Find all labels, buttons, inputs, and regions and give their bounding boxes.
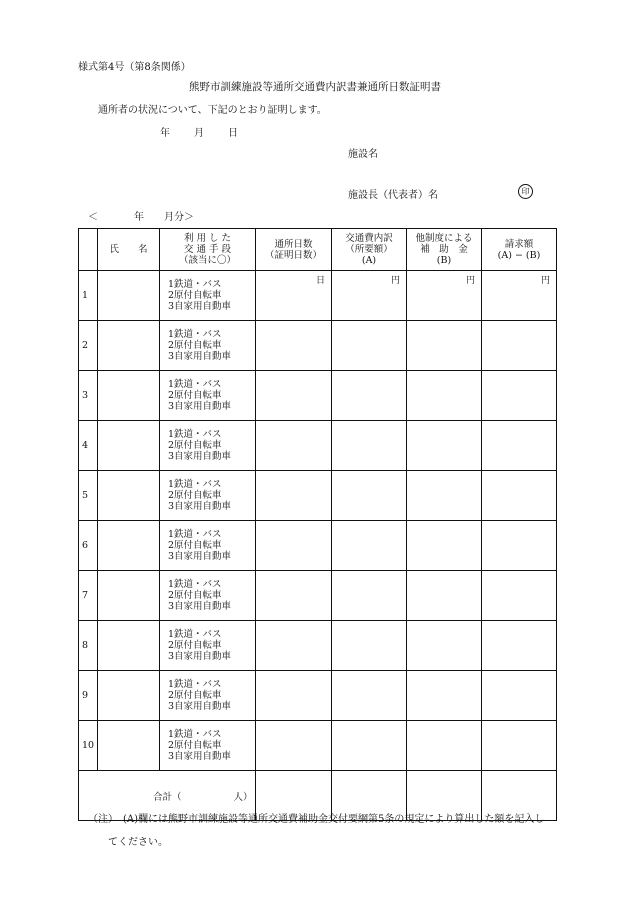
other-subsidy-cell[interactable]: [407, 321, 482, 371]
transport-option[interactable]: 3自家用自動車: [168, 751, 232, 762]
claim-cell[interactable]: [482, 321, 557, 371]
fare-cell[interactable]: [332, 371, 407, 421]
claim-cell[interactable]: [482, 421, 557, 471]
transport-option[interactable]: 2原付自転車: [168, 440, 222, 451]
name-cell[interactable]: [98, 321, 160, 371]
transport-option[interactable]: 2原付自転車: [168, 390, 222, 401]
name-cell[interactable]: [98, 421, 160, 471]
transport-options[interactable]: [160, 321, 256, 371]
transport-options[interactable]: [160, 421, 256, 471]
fare-cell[interactable]: [332, 471, 407, 521]
days-cell[interactable]: [256, 371, 332, 421]
days-cell[interactable]: [256, 721, 332, 771]
transport-option[interactable]: 2原付自転車: [168, 490, 222, 501]
transport-options[interactable]: [160, 621, 256, 671]
table-row: [79, 371, 557, 421]
fare-cell[interactable]: [332, 621, 407, 671]
header-claim-line1: 請求額: [504, 238, 534, 250]
fare-cell[interactable]: [332, 521, 407, 571]
transport-option[interactable]: 1鉄道・バス: [168, 579, 222, 590]
fare-cell[interactable]: [332, 571, 407, 621]
days-cell[interactable]: 日: [256, 271, 332, 321]
table-row: [79, 621, 557, 671]
name-cell[interactable]: [98, 471, 160, 521]
header-transport: [160, 229, 256, 271]
transport-option[interactable]: 2原付自転車: [168, 290, 222, 301]
row-number: 2: [79, 321, 98, 371]
transport-option[interactable]: 1鉄道・バス: [168, 679, 222, 690]
header-fare-line2: （所要額）: [345, 244, 393, 255]
header-days: [256, 229, 332, 271]
row-number: 5: [79, 471, 98, 521]
header-fare-line1: 交通費内訳: [345, 233, 393, 244]
date-day: 日: [228, 128, 238, 139]
name-cell[interactable]: [98, 521, 160, 571]
form-number: 様式第4号（第8条関係）: [78, 62, 191, 73]
days-cell[interactable]: [256, 571, 332, 621]
transport-option[interactable]: 1鉄道・バス: [168, 629, 222, 640]
transport-option[interactable]: 1鉄道・バス: [168, 529, 222, 540]
claim-cell[interactable]: [482, 471, 557, 521]
transport-options[interactable]: [160, 271, 256, 321]
table-row: [79, 721, 557, 771]
header-transport-line3: （該当に〇）: [178, 255, 236, 266]
other-subsidy-cell[interactable]: [407, 571, 482, 621]
transport-option[interactable]: 2原付自転車: [168, 340, 222, 351]
claim-cell[interactable]: [482, 671, 557, 721]
fare-cell[interactable]: [332, 321, 407, 371]
transport-options[interactable]: [160, 471, 256, 521]
header-days-line1: 通所日数: [274, 238, 313, 250]
other-subsidy-cell[interactable]: [407, 671, 482, 721]
transport-option[interactable]: 1鉄道・バス: [168, 329, 222, 340]
document-title: 熊野市訓練施設等通所交通費内訳書兼通所日数証明書: [189, 81, 441, 93]
header-claim: [482, 229, 557, 271]
other-subsidy-cell[interactable]: [407, 421, 482, 471]
row-number: 1: [79, 271, 98, 321]
transport-option[interactable]: 3自家用自動車: [168, 451, 232, 462]
transport-option[interactable]: 3自家用自動車: [168, 401, 232, 412]
table-row: [79, 521, 557, 571]
transport-options[interactable]: [160, 371, 256, 421]
table-row: [79, 671, 557, 721]
days-cell[interactable]: [256, 321, 332, 371]
days-cell[interactable]: [256, 621, 332, 671]
transport-option[interactable]: 3自家用自動車: [168, 651, 232, 662]
days-cell[interactable]: [256, 421, 332, 471]
table-row: [79, 271, 557, 321]
row-number: 7: [79, 571, 98, 621]
row-number: 4: [79, 421, 98, 471]
header-other-line2: 補 助 金: [420, 244, 468, 255]
days-cell[interactable]: [256, 471, 332, 521]
total-label: 合計（: [153, 791, 182, 803]
header-claim-line2: (A) − (B): [497, 249, 541, 261]
transport-options[interactable]: [160, 671, 256, 721]
transport-option[interactable]: 3自家用自動車: [168, 551, 232, 562]
header-fare-line3: (A): [361, 255, 377, 266]
table-header-row: [79, 229, 557, 271]
name-cell[interactable]: [98, 571, 160, 621]
row-number: 8: [79, 621, 98, 671]
transport-option[interactable]: 1鉄道・バス: [168, 379, 222, 390]
header-number: [79, 229, 98, 271]
table-row: [79, 321, 557, 371]
transport-option[interactable]: 3自家用自動車: [168, 301, 232, 312]
director-label: 施設長（代表者）名: [348, 190, 438, 201]
other-subsidy-cell[interactable]: 円: [407, 271, 482, 321]
transport-option[interactable]: 3自家用自動車: [168, 351, 232, 362]
month-year: 年: [134, 212, 144, 223]
transport-option[interactable]: 3自家用自動車: [168, 701, 232, 712]
header-days-line2: （証明日数）: [264, 249, 322, 261]
fare-cell[interactable]: [332, 721, 407, 771]
date-year: 年: [160, 128, 170, 139]
transport-option[interactable]: 2原付自転車: [168, 590, 222, 601]
row-number: 6: [79, 521, 98, 571]
table-row: [79, 571, 557, 621]
row-number: 10: [79, 721, 98, 771]
date-month: 月: [194, 128, 204, 139]
name-cell[interactable]: [98, 671, 160, 721]
row-number: 3: [79, 371, 98, 421]
total-unit: 人）: [233, 791, 253, 803]
other-subsidy-cell[interactable]: [407, 621, 482, 671]
other-subsidy-cell[interactable]: [407, 521, 482, 571]
date-line: [160, 124, 238, 139]
other-subsidy-cell[interactable]: [407, 721, 482, 771]
other-subsidy-cell[interactable]: [407, 471, 482, 521]
note-line-2: てください。: [108, 837, 168, 848]
fare-cell[interactable]: [332, 421, 407, 471]
transport-option[interactable]: 1鉄道・バス: [168, 429, 222, 440]
claim-cell[interactable]: [482, 621, 557, 671]
header-transport-line2: 交 通 手 段: [183, 244, 232, 255]
name-cell[interactable]: [98, 621, 160, 671]
header-other-subsidy: [407, 229, 482, 271]
claim-cell[interactable]: [482, 571, 557, 621]
transport-option[interactable]: 3自家用自動車: [168, 501, 232, 512]
header-other-line1: 他制度による: [415, 233, 473, 244]
header-fare: [332, 229, 407, 271]
transport-option[interactable]: 1鉄道・バス: [168, 479, 222, 490]
note-line-1: （注） (A)欄には熊野市訓練施設等通所交通費補助金交付要綱第5条の規定により算出した額を記入し: [88, 814, 545, 825]
name-cell[interactable]: [98, 271, 160, 321]
fare-table: [78, 228, 557, 821]
table-row: [79, 471, 557, 521]
transport-option[interactable]: 2原付自転車: [168, 690, 222, 701]
intro-text: 通所者の状況について、下記のとおり証明します。: [98, 105, 327, 116]
header-name: 氏 名: [98, 229, 160, 271]
month-line: [88, 208, 194, 223]
days-cell[interactable]: [256, 521, 332, 571]
transport-options[interactable]: [160, 571, 256, 621]
claim-cell[interactable]: [482, 721, 557, 771]
table-row: [79, 421, 557, 471]
header-transport-line1: 利 用 し た: [183, 233, 232, 244]
days-cell[interactable]: [256, 671, 332, 721]
transport-option[interactable]: 3自家用自動車: [168, 601, 232, 612]
seal-icon: 印: [518, 184, 533, 199]
facility-name-label: 施設名: [348, 149, 378, 160]
claim-cell[interactable]: 円: [482, 271, 557, 321]
claim-cell[interactable]: [482, 521, 557, 571]
transport-option[interactable]: 2原付自転車: [168, 640, 222, 651]
other-subsidy-cell[interactable]: [407, 371, 482, 421]
fare-cell[interactable]: [332, 671, 407, 721]
fare-cell[interactable]: 円: [332, 271, 407, 321]
header-other-line3: (B): [436, 255, 452, 266]
row-number: 9: [79, 671, 98, 721]
month-suffix: 月分＞: [164, 212, 194, 223]
name-cell[interactable]: [98, 371, 160, 421]
claim-cell[interactable]: [482, 371, 557, 421]
transport-options[interactable]: [160, 521, 256, 571]
transport-option[interactable]: 1鉄道・バス: [168, 729, 222, 740]
name-cell[interactable]: [98, 721, 160, 771]
transport-options[interactable]: [160, 721, 256, 771]
transport-option[interactable]: 1鉄道・バス: [168, 279, 222, 290]
month-open: ＜: [88, 212, 98, 223]
transport-option[interactable]: 2原付自転車: [168, 740, 222, 751]
transport-option[interactable]: 2原付自転車: [168, 540, 222, 551]
